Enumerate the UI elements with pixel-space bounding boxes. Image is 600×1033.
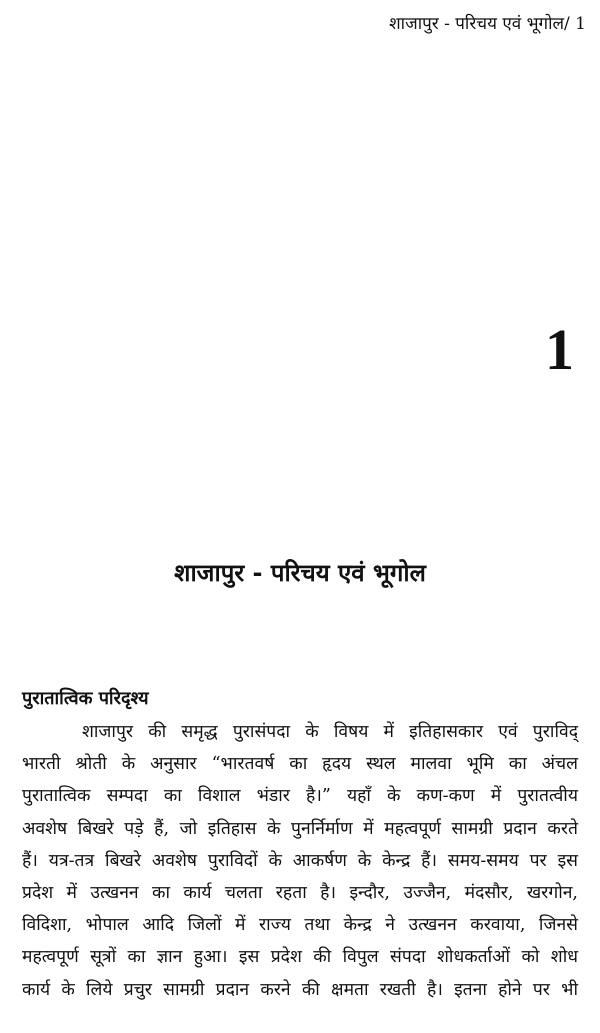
paragraph-line: कार्य के लिये प्रचुर सामग्री प्रदान करने की क्षमता रखती है। इतना होने पर भी xyxy=(22,979,578,1000)
body-paragraph xyxy=(22,716,578,1006)
paragraph-line: हैं। यत्र-तत्र बिखरे अवशेष पुराविदों के आकर्षण के केन्द्र हैं। समय-समय पर इस xyxy=(22,850,578,871)
paragraph-line: अवशेष बिखरे पड़े हैं, जो इतिहास के पुनर्निर्माण में महत्वपूर्ण सामग्री प्रदान करते xyxy=(22,818,578,839)
chapter-title: शाजापुर - परिचय एवं भूगोल xyxy=(174,559,426,587)
paragraph-line: भारती श्रोती के अनुसार “भारतवर्ष का हृदय स्थल मालवा भूमि का अंचल xyxy=(22,754,578,775)
paragraph-line: प्रदेश में उत्खनन का कार्य चलता रहता है। इन्दौर, उज्जैन, मंदसौर, खरगोन, xyxy=(22,882,578,903)
paragraph-line: विदिशा, भोपाल आदि जिलों में राज्य तथा केन्द्र ने उत्खनन करवाया, जिनसे xyxy=(22,915,578,936)
section-heading: पुरातात्विक परिदृश्य xyxy=(22,688,149,709)
paragraph-line: पुरातात्विक सम्पदा का विशाल भंडार है।” यहाँ के कण-कण में पुरातत्वीय xyxy=(22,786,578,807)
running-header: शाजापुर - परिचय एवं भूगोल/ 1 xyxy=(389,14,586,34)
chapter-number: 1 xyxy=(545,317,574,382)
paragraph-line: महत्वपूर्ण सूत्रों का ज्ञान हुआ। इस प्रदेश की विपुल संपदा शोधकर्ताओं को शोध xyxy=(22,947,578,968)
paragraph-line: शाजापुर की समृद्ध पुरासंपदा के विषय में इतिहासकार एवं पुराविद् xyxy=(82,722,578,742)
